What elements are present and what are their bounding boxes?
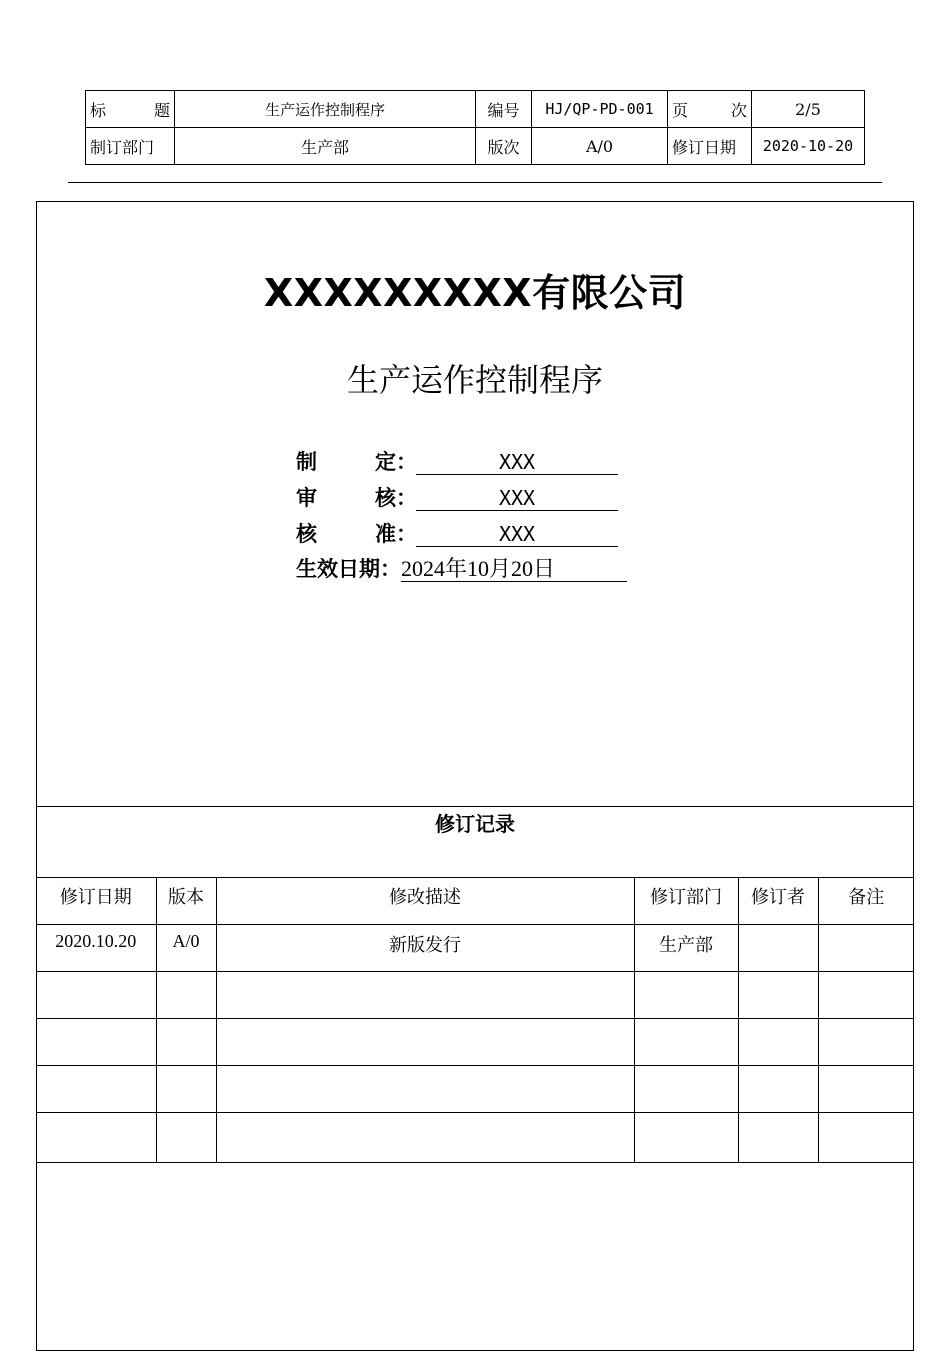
page-label-char: 页 [672,100,689,120]
title-value: 生产运作控制程序 [175,91,476,128]
dept-value: 生产部 [175,128,476,165]
effective-date-label: 生效日期： [296,557,401,581]
page-label-char: 次 [730,100,747,120]
table-cell [36,1018,156,1065]
header-divider [68,182,882,183]
table-cell [738,1112,818,1162]
code-label: 编号 [476,91,532,128]
signature-label [296,446,396,476]
table-cell [634,1018,738,1065]
header-row-2 [86,128,865,165]
table-cell [818,1065,914,1112]
dept-label: 制订部门 [86,128,175,165]
table-cell [818,971,914,1018]
effective-date-value: 2024年10月20日 [401,557,627,582]
table-cell [156,1112,216,1162]
column-header: 修订部门 [634,877,738,924]
table-cell [818,1112,914,1162]
signature-value: XXX [416,486,618,511]
table-cell [818,1018,914,1065]
column-header: 版本 [156,877,216,924]
rev-date-label: 修订日期 [668,128,752,165]
table-cell [156,971,216,1018]
signature-line-reviewed [296,482,618,512]
document-title: 生产运作控制程序 [346,361,603,399]
table-cell [818,924,914,971]
table-cell [216,971,634,1018]
signature-value: XXX [416,522,618,547]
column-header: 修订者 [738,877,818,924]
table-row [36,971,914,1018]
table-cell [738,924,818,971]
revision-record-table [36,877,914,1163]
table-row [36,924,914,971]
table-cell [36,1065,156,1112]
signature-label-char: 定 [375,450,396,474]
title-label-char: 标 [90,100,107,120]
column-header: 备注 [818,877,914,924]
signature-label-char: 准 [375,522,396,546]
document-header-table [85,90,865,165]
signature-label-char: 制 [296,450,317,474]
table-row [36,1112,914,1162]
page-label-cell [668,91,752,128]
table-cell [634,971,738,1018]
company-name: XXXXXXXXX有限公司 [263,271,687,315]
table-cell: 新版发行 [216,924,634,971]
signature-label [296,482,396,512]
version-value: A/0 [532,128,668,165]
table-cell: 2020.10.20 [36,924,156,971]
page-value: 2/5 [752,91,865,128]
table-cell [216,1065,634,1112]
table-cell: 生产部 [634,924,738,971]
title-label-cell [86,91,175,128]
table-cell [634,1065,738,1112]
table-cell [738,1018,818,1065]
signature-label-char: 核 [296,522,317,546]
table-cell [738,971,818,1018]
table-cell [634,1112,738,1162]
signature-colon: ： [396,486,417,510]
title-label-char: 题 [153,100,170,120]
rev-date-value: 2020-10-20 [752,128,865,165]
table-cell: A/0 [156,924,216,971]
table-row [36,1065,914,1112]
signature-value: XXX [416,450,618,475]
code-value: HJ/QP-PD-001 [532,91,668,128]
column-header: 修订日期 [36,877,156,924]
header-row-1 [86,91,865,128]
signature-colon: ： [396,522,417,546]
table-cell [36,1112,156,1162]
version-label: 版次 [476,128,532,165]
table-cell [738,1065,818,1112]
signature-line-drafted [296,446,618,476]
table-row [36,1018,914,1065]
revision-header-row [36,877,914,924]
effective-date-line [296,553,627,583]
table-cell [216,1018,634,1065]
table-cell [156,1065,216,1112]
signature-label-char: 核 [375,486,396,510]
table-cell [216,1112,634,1162]
signature-line-approved [296,518,618,548]
signature-colon: ： [396,450,417,474]
revision-record-title: 修订记录 [36,806,914,878]
column-header: 修改描述 [216,877,634,924]
signature-label-char: 审 [296,486,317,510]
signature-label [296,518,396,548]
table-cell [156,1018,216,1065]
table-cell [36,971,156,1018]
